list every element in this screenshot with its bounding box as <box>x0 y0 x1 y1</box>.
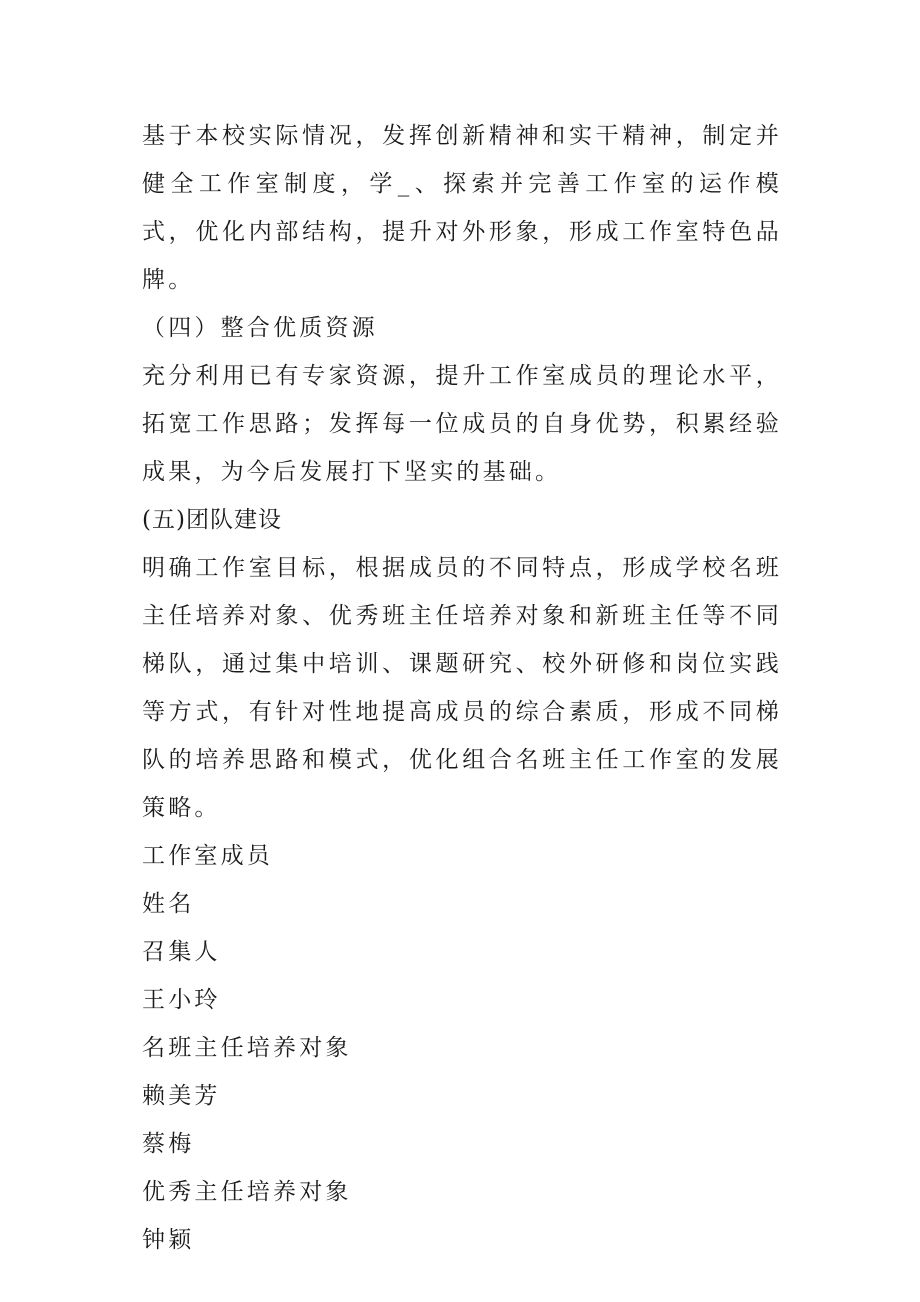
member-role-convener: 召集人 <box>142 939 221 965</box>
member-column-name: 姓名 <box>142 891 195 917</box>
member-name-convener: 王小玲 <box>142 987 221 1013</box>
member-name-famous-2: 蔡梅 <box>142 1131 195 1157</box>
section-heading-team: (五)团队建设 <box>142 507 282 533</box>
document-page <box>142 112 782 1264</box>
member-name-excellent-1: 钟颖 <box>142 1227 195 1253</box>
paragraph-system-building: 基于本校实际情况，发挥创新精神和实干精神，制定并健全工作室制度，学_、探索并完善工作室的运作模式，优化内部结构，提升对外形象，形成工作室特色品牌。 <box>142 123 782 293</box>
member-role-famous: 名班主任培养对象 <box>142 1035 352 1061</box>
member-name-famous-1: 赖美芳 <box>142 1083 221 1109</box>
member-list <box>142 832 782 1264</box>
member-list-title: 工作室成员 <box>142 843 273 869</box>
section-heading-resources: （四）整合优质资源 <box>142 315 378 341</box>
paragraph-resources: 充分利用已有专家资源，提升工作室成员的理论水平，拓宽工作思路；发挥每一位成员的自身优势，积累经验成果，为今后发展打下坚实的基础。 <box>142 363 782 485</box>
paragraph-team: 明确工作室目标，根据成员的不同特点，形成学校名班主任培养对象、优秀班主任培养对象和新班主任等不同梯队，通过集中培训、课题研究、校外研修和岗位实践等方式，有针对性地提高成员的综合素质，形成不同梯队的培养思路和模式，优化组合名班主任工作室的发展策略。 <box>142 555 782 821</box>
member-role-excellent: 优秀主任培养对象 <box>142 1179 352 1205</box>
